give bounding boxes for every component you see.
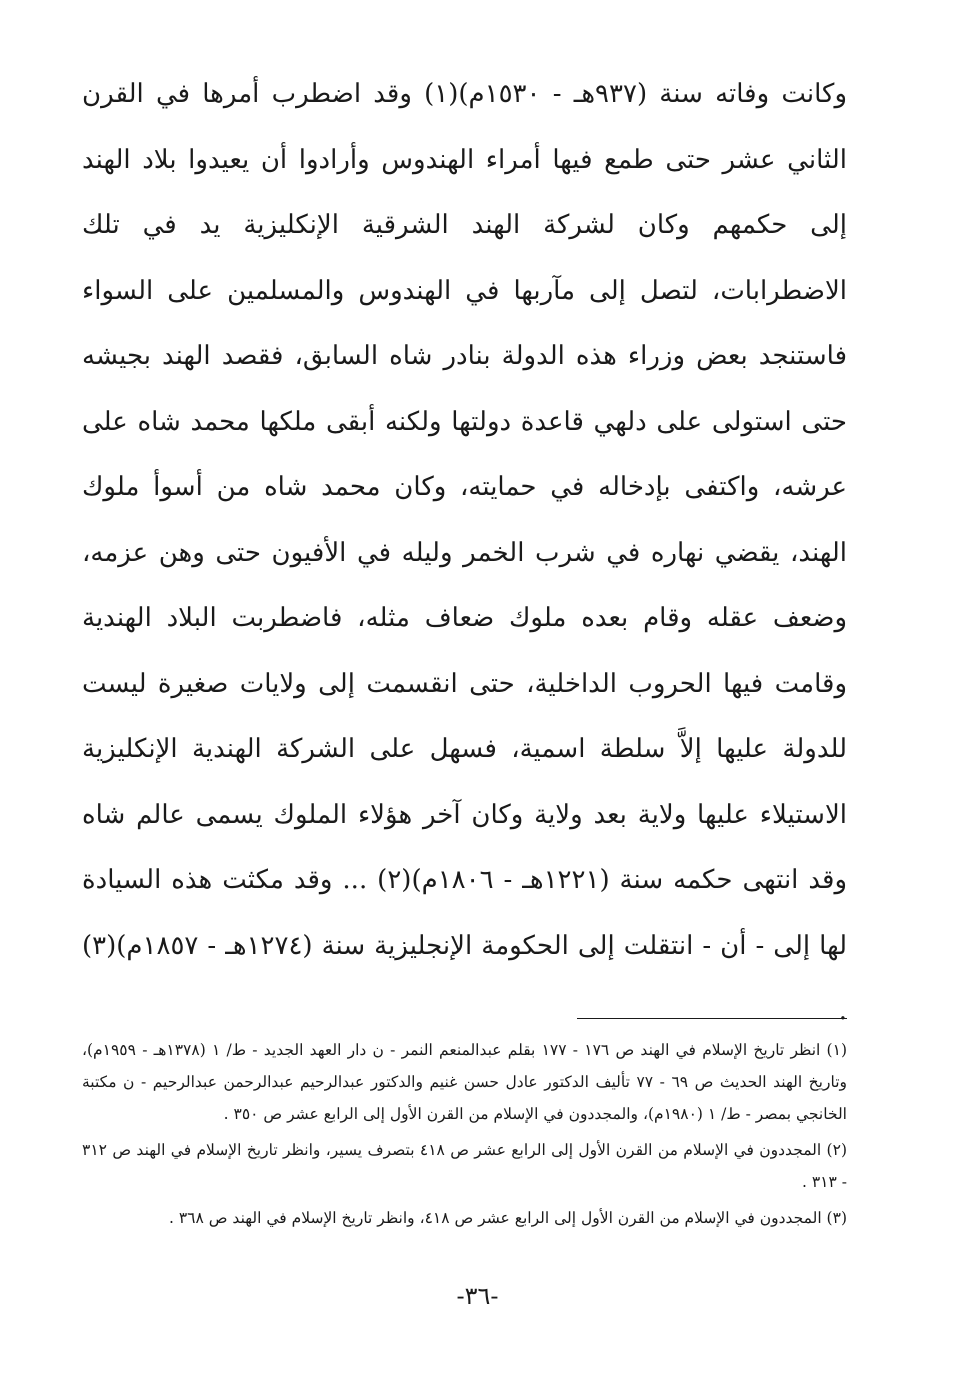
main-paragraph: وكانت وفاته سنة (٩٣٧هـ - ١٥٣٠م)(١) وقد اضطرب أمرها في القرن الثاني عشر حتى طمع فيها أمراء الهندوس وأرادوا أن يعيدوا بلاد الهند إلى حكمهم وكان لشركة الهند الشرقية الإنكليزية يد في تلك الاضطرابات، لتصل إلى مآربها في الهندوس والمسلمين على السواء فاستنجد بعض وزراء هذه الدولة بنادر شاه السابق، فقصد الهند بجيشه حتى استولى على دلهي قاعدة دولتها ولكنه أبقى ملكها محمد شاه على عرشه، واكتفى بإدخاله في حمايته، وكان محمد شاه من أسوأ ملوك الهند، يقضي نهاره في شرب الخمر وليله في الأفيون حتى وهن عزمه، وضعف عقله وقام بعده ملوك ضعاف مثله، فاضطربت البلاد الهندية وقامت فيها الحروب الداخلية، حتى انقسمت إلى ولايات صغيرة ليست للدولة عليها إلاَّ سلطة اسمية، فسهل على الشركة الهندية الإنكليزية الاستيلاء عليها ولاية بعد ولاية وكان آخر هؤلاء الملوك يسمى عالم شاه وقد انتهى حكمه سنة (١٢٢١هـ - ١٨٠٦م)(٢) ... وقد مكثت هذه السيادة لها إلى - أن - انتقلت إلى الحكومة الإنجليزية سنة (١٢٧٤هـ - ١٨٥٧م)(٣) . (82, 79, 847, 1026)
footnote-2: (٢) المجددون في الإسلام من القرن الأول إلى الرابع عشر ص ٤١٨ بتصرف يسير، وانظر تاريخ الإسلام في الهند ص ٣١٢ - ٣١٣ . (82, 1141, 847, 1191)
footnote-separator (577, 1018, 847, 1019)
footnote-1: (١) انظر تاريخ الإسلام في الهند ص ١٧٦ - ١٧٧ بقلم عبدالمنعم النمر - ن دار العهد الجديد - ط/ ١ (١٣٧٨هـ - ١٩٥٩م)، وتاريخ الهند الحديث ص ٦٩ - ٧٧ تأليف الدكتور عادل حسن غنيم والدكتور عبدالرحيم عبدالرحمن عبدالرحيم - ن مكتبة الخانجي بمصر - ط/ ١ (١٩٨٠م)، والمجددون في الإسلام من القرن الأول إلى الرابع عشر ص ٣٥٠ . (82, 1041, 847, 1123)
footnote-3: (٣) المجددون في الإسلام من القرن الأول إلى الرابع عشر ص ٤١٨، وانظر تاريخ الإسلام في الهند ص ٣٦٨ . (169, 1209, 847, 1227)
footnotes (82, 1034, 847, 1238)
page-number: -٣٦- (456, 1282, 499, 1310)
